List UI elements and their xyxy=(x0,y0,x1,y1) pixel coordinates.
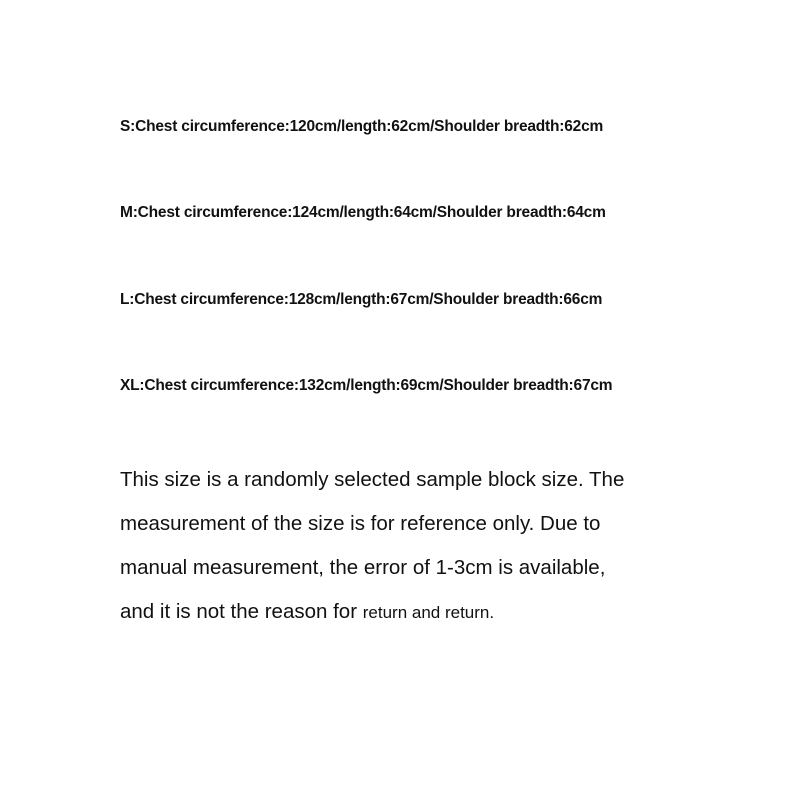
disclaimer-line-4-tail: return and return. xyxy=(362,603,495,622)
size-l-measurements: L:Chest circumference:128cm/length:67cm/Shoulder breadth:66cm xyxy=(120,291,603,308)
disclaimer-line-2: measurement of the size is for reference only. Due to xyxy=(120,512,601,535)
measurement-disclaimer xyxy=(120,458,720,635)
size-m-measurements: M:Chest circumference:124cm/length:64cm/Shoulder breadth:64cm xyxy=(120,204,606,221)
disclaimer-line-1: This size is a randomly selected sample block size. The xyxy=(120,468,625,491)
disclaimer-line-4 xyxy=(120,590,720,635)
disclaimer-line-3: manual measurement, the error of 1-3cm is available, xyxy=(120,556,606,579)
size-xl-measurements: XL:Chest circumference:132cm/length:69cm/Shoulder breadth:67cm xyxy=(120,377,613,394)
disclaimer-line-4-main: and it is not the reason for xyxy=(120,600,363,623)
size-s-measurements: S:Chest circumference:120cm/length:62cm/Shoulder breadth:62cm xyxy=(120,118,604,135)
